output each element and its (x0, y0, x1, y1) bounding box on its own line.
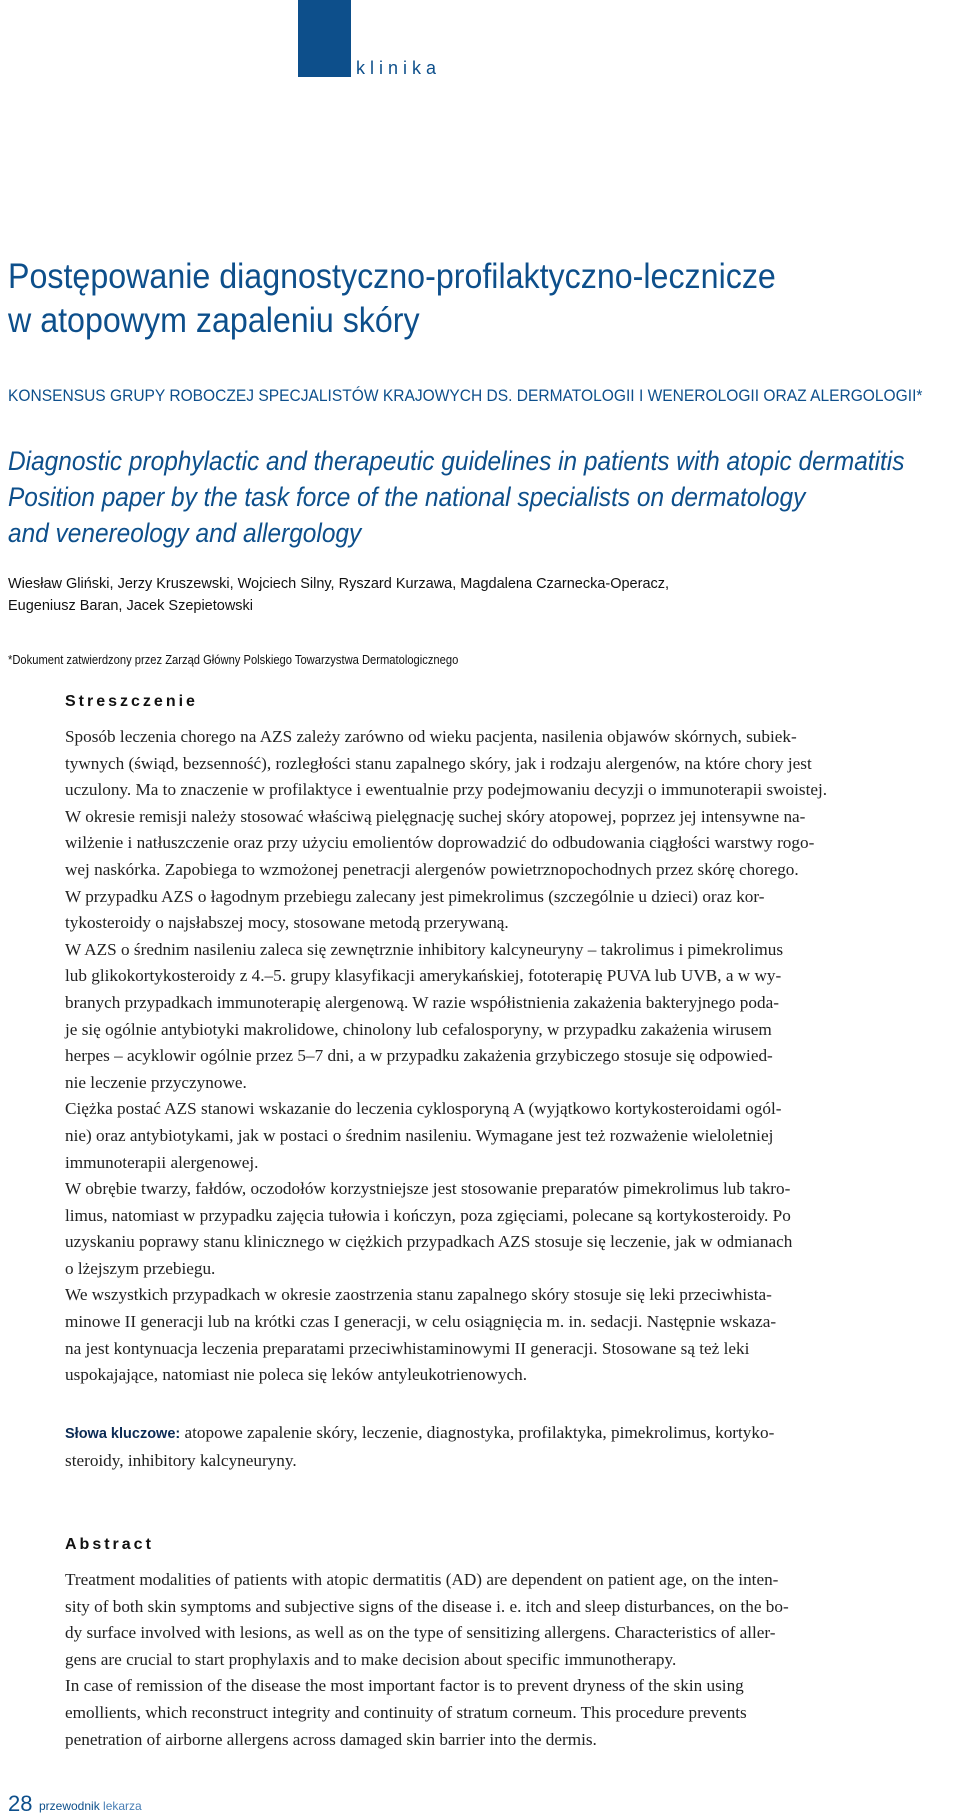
footnote: *Dokument zatwierdzony przez Zarząd Główny Polskiego Towarzystwa Dermatologicznego (8, 652, 459, 667)
text-line: sity of both skin symptoms and subjective signs of the disease i. e. itch and sleep disturbances, on the bo- (65, 1596, 789, 1616)
journal-word: przewodnik (39, 1799, 100, 1813)
text-line: W AZS o średnim nasileniu zaleca się zewnętrznie inhibitory kalcyneuryny – takrolimus i pimekrolimus (65, 939, 784, 959)
text-line: dy surface involved with lesions, as well as on the type of sensitizing allergens. Characteristics of aller- (65, 1623, 776, 1643)
page-number: 28 (8, 1791, 33, 1816)
section-color-block (298, 0, 351, 77)
text-line: In case of remission of the disease the most important factor is to prevent dryness of the skin using (65, 1676, 744, 1696)
authors-line: Eugeniusz Baran, Jacek Szepietowski (8, 598, 254, 614)
text-line: wilżenie i natłuszczenie oraz przy użyciu emolientów doprowadzić do odbudowania ciągłości warstwy rogo- (65, 833, 815, 853)
journal-word: lekarza (103, 1799, 142, 1813)
text-line: o lżejszym przebiegu. (65, 1258, 216, 1278)
text-line: Ciężka postać AZS stanowi wskazanie do leczenia cyklosporyną A (wyjątkowo kortykosteroidami ogól- (65, 1099, 782, 1119)
text-line: nie) oraz antybiotykami, jak w postaci o średnim nasileniu. Wymagane jest też rozważenie wieloletniej (65, 1125, 774, 1145)
section-label: klinika (356, 58, 442, 78)
text-line: Sposób leczenia chorego na AZS zależy zarówno od wieku pacjenta, nasilenia objawów skórnych, subiek- (65, 727, 797, 746)
title-line: w atopowym zapaleniu skóry (8, 301, 420, 340)
title-line: Postępowanie diagnostyczno-profilaktyczno-lecznicze (8, 257, 776, 296)
text-line: uspokajające, natomiast nie poleca się leków antyleukotrienowych. (65, 1365, 527, 1385)
abstract-heading: Abstract (65, 1536, 154, 1553)
text-line: W obrębie twarzy, fałdów, oczodołów korzystniejsze jest stosowanie preparatów pimekrolimus lub takro- (65, 1179, 791, 1199)
journal-name (39, 1799, 142, 1813)
text-line: uczulony. Ma to znaczenie w profilaktyce i ewentualnie przy podejmowaniu decyzji o immunoterapii swoistej. (65, 780, 828, 800)
english-title-line: Position paper by the task force of the national specialists on dermatology (8, 482, 806, 512)
keywords-label: Słowa kluczowe: (65, 1426, 181, 1442)
text-line: penetration of airborne allergens across damaged skin barrier into the dermis. (65, 1729, 597, 1749)
authors-line: Wiesław Gliński, Jerzy Kruszewski, Wojciech Silny, Ryszard Kurzawa, Magdalena Czarnecka-Operacz, (8, 576, 670, 592)
article-title (8, 255, 938, 343)
text-line: wej naskórka. Zapobiega to wzmożonej penetracji alergenów powietrznopochodnych przez skórę chorego. (65, 859, 799, 879)
streszczenie-body (65, 724, 915, 1389)
text-line: na jest kontynuacja leczenia preparatami przeciwhistaminowymi II generacji. Stosowane są też leki (65, 1338, 750, 1358)
english-title-line: Diagnostic prophylactic and therapeutic guidelines in patients with atopic dermatitis (8, 446, 905, 476)
text-line: minowe II generacji lub na krótki czas I generacji, w celu osiągnięcia m. in. sedacji. Następnie wskaza- (65, 1312, 777, 1332)
text-line: W okresie remisji należy stosować właściwą pielęgnację suchej skóry atopowej, poprzez jej intensywne na- (65, 806, 806, 826)
text-line: gens are crucial to start prophylaxis and to make decision about specific immunotherapy. (65, 1649, 677, 1669)
abstract-body (65, 1567, 915, 1753)
text-line: uzyskaniu poprawy stanu klinicznego w ciężkich przypadkach AZS stosuje się leczenie, jak w odmianach (65, 1232, 793, 1252)
text-line: nie leczenie przyczynowe. (65, 1072, 247, 1092)
streszczenie-heading: Streszczenie (65, 693, 198, 710)
keywords-text: atopowe zapalenie skóry, leczenie, diagnostyka, profilaktyka, pimekrolimus, kortyko- (184, 1423, 775, 1442)
text-line: limus, natomiast w przypadku zajęcia tułowia i kończyn, poza zgięciami, polecane są kortykosteroidy. Po (65, 1205, 791, 1225)
text-line: je się ogólnie antybiotyki makrolidowe, chinolony lub cefalosporyny, w przypadku zakażenia wirusem (65, 1019, 772, 1039)
text-line: branych przypadkach immunoterapię alergenową. W razie współistnienia zakażenia bakteryjnego poda- (65, 992, 779, 1012)
english-title (8, 443, 958, 551)
text-line: We wszystkich przypadkach w okresie zaostrzenia stanu zapalnego skóry stosuje się leki przeciwhista- (65, 1285, 772, 1305)
consensus-line: KONSENSUS GRUPY ROBOCZEJ SPECJALISTÓW KRAJOWYCH DS. DERMATOLOGII I WENEROLOGII ORAZ ALERGOLOGII* (8, 386, 923, 405)
text-line: immunoterapii alergenowej. (65, 1152, 259, 1172)
text-line: tykosteroidy o najsłabszej mocy, stosowane metodą przerywaną. (65, 913, 509, 933)
keywords (65, 1420, 915, 1474)
text-line: lub glikokortykosteroidy z 4.–5. grupy klasyfikacji amerykańskiej, fototerapię PUVA lub UVB, a w wy- (65, 966, 782, 986)
text-line: W przypadku AZS o łagodnym przebiegu zalecany jest pimekrolimus (szczególnie u dzieci) oraz kor- (65, 886, 765, 906)
keywords-line: steroidy, inhibitory kalcyneuryny. (65, 1450, 297, 1470)
keywords-line (65, 1420, 915, 1448)
text-line: herpes – acyklowir ogólnie przez 5–7 dni, a w przypadku zakażenia grzybiczego stosuje się odpowied- (65, 1046, 773, 1066)
authors (8, 573, 958, 617)
text-line: tywnych (świąd, bezsenność), rozległości stanu zapalnego skóry, jak i rodzaju alergenów, na które chory jest (65, 753, 812, 773)
text-line: emollients, which reconstruct integrity and continuity of stratum corneum. This procedure prevents (65, 1702, 747, 1722)
text-line: Treatment modalities of patients with atopic dermatitis (AD) are dependent on patient age, on the inten- (65, 1570, 779, 1589)
english-title-line: and venereology and allergology (8, 518, 362, 548)
